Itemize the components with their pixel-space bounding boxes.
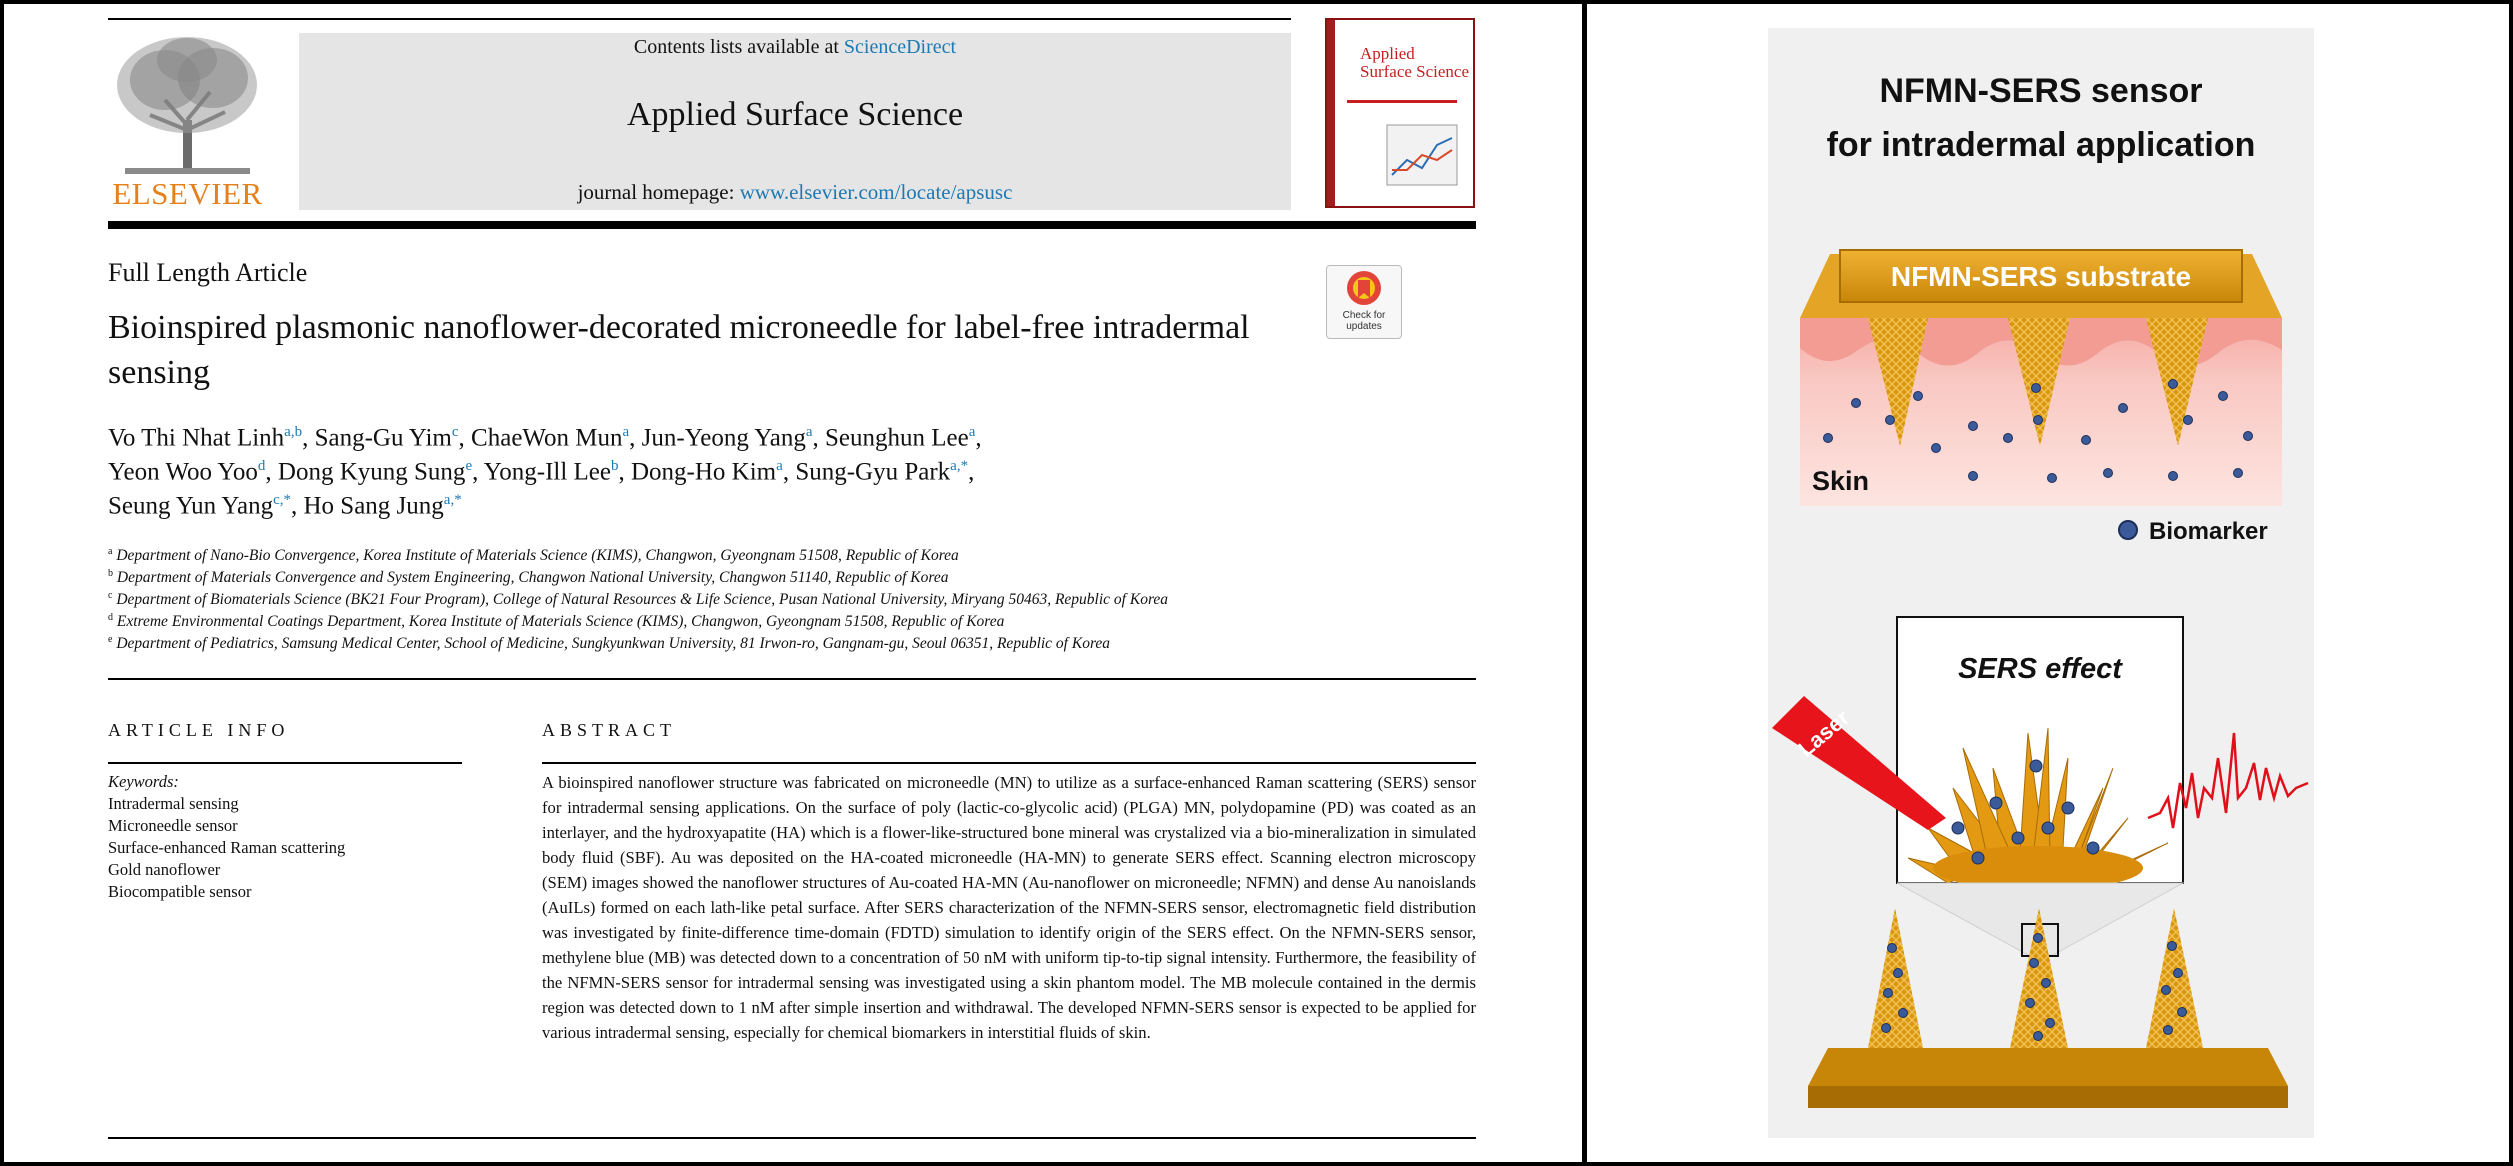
nfmn-substrate bbox=[1800, 250, 2282, 318]
author-name[interactable]: Jun-Yeong Yang bbox=[641, 424, 806, 452]
author-sep: , bbox=[812, 424, 826, 452]
author-affil-sup: a bbox=[776, 458, 783, 474]
affiliation bbox=[108, 546, 959, 565]
affiliation-key: d bbox=[108, 612, 113, 623]
laser-label: Laser bbox=[1793, 704, 1855, 762]
journal-name: Applied Surface Science bbox=[626, 96, 964, 133]
header-top-rule bbox=[108, 18, 1291, 20]
panel-divider bbox=[1582, 0, 1587, 1166]
article-title: Bioinspired plasmonic nanoflower-decorated microneedle for label-free intradermal sensing bbox=[108, 309, 1250, 391]
ga-title-line-2: for intradermal application bbox=[1826, 126, 2256, 164]
sers-effect-box bbox=[1897, 617, 2183, 890]
keywords-label: Keywords: bbox=[108, 772, 179, 791]
affiliation-text: Extreme Environmental Coatings Department, Korea Institute of Materials Science (KIMS), Changwon, Gyeongnam 51508, Republic of Korea bbox=[116, 613, 1005, 631]
affiliation-text: Department of Materials Convergence and System Engineering, Changwon National University, Changwon 51140, Republic of Korea bbox=[116, 569, 949, 587]
keyword: Biocompatible sensor bbox=[108, 882, 252, 901]
abstract-bottom-rule bbox=[108, 1137, 1476, 1139]
author-affil-sup: c bbox=[451, 424, 459, 440]
contents-prefix: Contents lists available at bbox=[633, 36, 844, 58]
author-affil-sup: c,* bbox=[273, 492, 291, 508]
tree-icon bbox=[105, 30, 270, 180]
affiliation bbox=[108, 612, 1004, 631]
ga-title-line-1: NFMN-SERS sensor bbox=[1879, 72, 2203, 110]
author-sep: , bbox=[629, 424, 642, 452]
affiliation-text: Department of Pediatrics, Samsung Medical Center, School of Medicine, Sungkyunkwan University, 81 Irwon-ro, Gangnam-gu, Seoul 06351, Republic of Korea bbox=[116, 635, 1111, 653]
contents-line bbox=[299, 36, 1291, 59]
keyword: Gold nanoflower bbox=[108, 860, 221, 879]
elsevier-logo bbox=[105, 30, 270, 180]
author-line-1 bbox=[108, 424, 982, 452]
affiliations-rule bbox=[108, 678, 1476, 680]
abstract-body: A bioinspired nanoflower structure was fabricated on microneedle (MN) to utilize as a surface-enhanced Raman scattering (SERS) sensor for intradermal sensing applications. On the surface of poly (lactic-co-glycolic acid) (PLGA) MN, polydopamine (PD) was coated as an interlayer, and the hydroxyapatite (HA) which is a flower-like-structured bone mineral was crystalized via a bio-mineralization in simulated body fluid (SBF). Au was deposited on the HA-coated microneedle (HA-MN) to generate SERS effect. Scanning electron microscopy (SEM) images showed the nanoflower structures of Au-coated HA-MN (Au-nanoflower on microneedle; NFMN) and dense Au nanoislands (AuILs) formed on each lath-like petal surface. After SERS characterization of the NFMN-SERS sensor, electromagnetic field distribution was investigated by finite-difference time-domain (FDTD) simulation to identify origin of the SERS effect. On the NFMN-SERS sensor, methylene blue (MB) was detected down to a concentration of 50 nM with uniform tip-to-tip signal intensity. Furthermore, the feasibility of the NFMN-SERS sensor for intradermal sensing was investigated using a skin phantom model. The MB molecule contained in the dermis region was detected down to 1 nM after simple insertion and withdrawal. The developed NFMN-SERS sensor is expected to be applied for various intradermal sensing, especially for chemical biomarkers in interstitial fluids of skin. bbox=[542, 773, 1476, 1042]
author-affil-sup: b bbox=[611, 458, 619, 474]
affiliation-text: Department of Nano-Bio Convergence, Korea Institute of Materials Science (KIMS), Changwon, Gyeongnam 51508, Republic of Korea bbox=[116, 547, 959, 565]
author-sep: , bbox=[975, 424, 982, 452]
graphical-abstract-illustration bbox=[1768, 28, 2314, 1138]
author-affil-sup: a bbox=[968, 424, 976, 440]
affiliation-key: e bbox=[108, 634, 113, 645]
affiliation-text: Department of Biomaterials Science (BK21 Four Program), College of Natural Resources & Life Science, Pusan National University, Miryang 50463, Republic of Korea bbox=[116, 591, 1169, 609]
author-affil-sup: d bbox=[257, 458, 266, 474]
author-name[interactable]: Sung-Gyu Park bbox=[795, 458, 951, 486]
homepage-prefix: journal homepage: bbox=[577, 180, 740, 204]
keyword: Microneedle sensor bbox=[108, 816, 238, 835]
author-name[interactable]: Vo Thi Nhat Linh bbox=[108, 424, 285, 452]
author-name[interactable]: Dong-Ho Kim bbox=[631, 458, 777, 486]
skin-label: Skin bbox=[1812, 466, 1870, 496]
author-name[interactable]: Yong-Ill Lee bbox=[483, 458, 611, 486]
author-sep: , bbox=[782, 458, 796, 486]
author-affil-sup: a,* bbox=[443, 492, 462, 508]
author-name[interactable]: ChaeWon Mun bbox=[471, 424, 623, 452]
author-line-2 bbox=[108, 458, 974, 486]
article-type: Full Length Article bbox=[108, 258, 308, 287]
author-sep: , bbox=[302, 424, 315, 452]
elsevier-wordmark: ELSEVIER bbox=[112, 176, 263, 211]
author-sep: , bbox=[265, 458, 278, 486]
affiliation bbox=[108, 634, 1110, 653]
keyword: Intradermal sensing bbox=[108, 794, 239, 813]
affiliation bbox=[108, 590, 1168, 609]
keyword: Surface-enhanced Raman scattering bbox=[108, 838, 346, 857]
author-sep: , bbox=[472, 458, 484, 486]
check-for-updates-text: Check for updates bbox=[1342, 310, 1386, 332]
homepage-line bbox=[299, 180, 1291, 205]
sciencedirect-link[interactable]: ScienceDirect bbox=[843, 36, 957, 58]
article-info-rule bbox=[108, 762, 462, 764]
abstract-heading: ABSTRACT bbox=[542, 720, 677, 740]
author-sep: , bbox=[291, 492, 304, 520]
author-name[interactable]: Seung Yun Yang bbox=[108, 492, 274, 520]
affiliation-key: a bbox=[108, 546, 113, 557]
author-name[interactable]: Dong Kyung Sung bbox=[277, 458, 466, 486]
author-affil-sup: a bbox=[622, 424, 630, 440]
author-affil-sup: a,* bbox=[950, 458, 969, 474]
author-name[interactable]: Seunghun Lee bbox=[825, 424, 969, 452]
author-name[interactable]: Ho Sang Jung bbox=[303, 492, 444, 520]
cover-title: Applied Surface Science bbox=[1360, 44, 1470, 81]
bookmark-icon bbox=[1327, 266, 1401, 310]
author-affil-sup: a bbox=[805, 424, 813, 440]
biomarker-legend-label: Biomarker bbox=[2149, 518, 2268, 545]
abstract-rule bbox=[542, 762, 1476, 764]
header-thick-rule bbox=[108, 221, 1476, 229]
author-name[interactable]: Yeon Woo Yoo bbox=[108, 458, 258, 486]
author-sep: , bbox=[618, 458, 631, 486]
author-sep: , bbox=[458, 424, 472, 452]
affiliation-key: b bbox=[108, 568, 113, 579]
affiliation bbox=[108, 568, 948, 587]
author-name[interactable]: Sang-Gu Yim bbox=[314, 424, 452, 452]
affiliation-key: c bbox=[108, 590, 113, 601]
article-info-heading: ARTICLE INFO bbox=[108, 720, 290, 740]
author-affil-sup: a,b bbox=[284, 424, 303, 440]
substrate-label: NFMN-SERS substrate bbox=[1890, 261, 2192, 292]
homepage-link[interactable]: www.elsevier.com/locate/apsusc bbox=[739, 180, 1013, 204]
author-affil-sup: e bbox=[465, 458, 473, 474]
sers-effect-label: SERS effect bbox=[1958, 653, 2122, 685]
biomarker-legend-icon bbox=[2119, 521, 2137, 539]
author-line-3 bbox=[108, 492, 462, 520]
author-sep: , bbox=[968, 458, 975, 486]
